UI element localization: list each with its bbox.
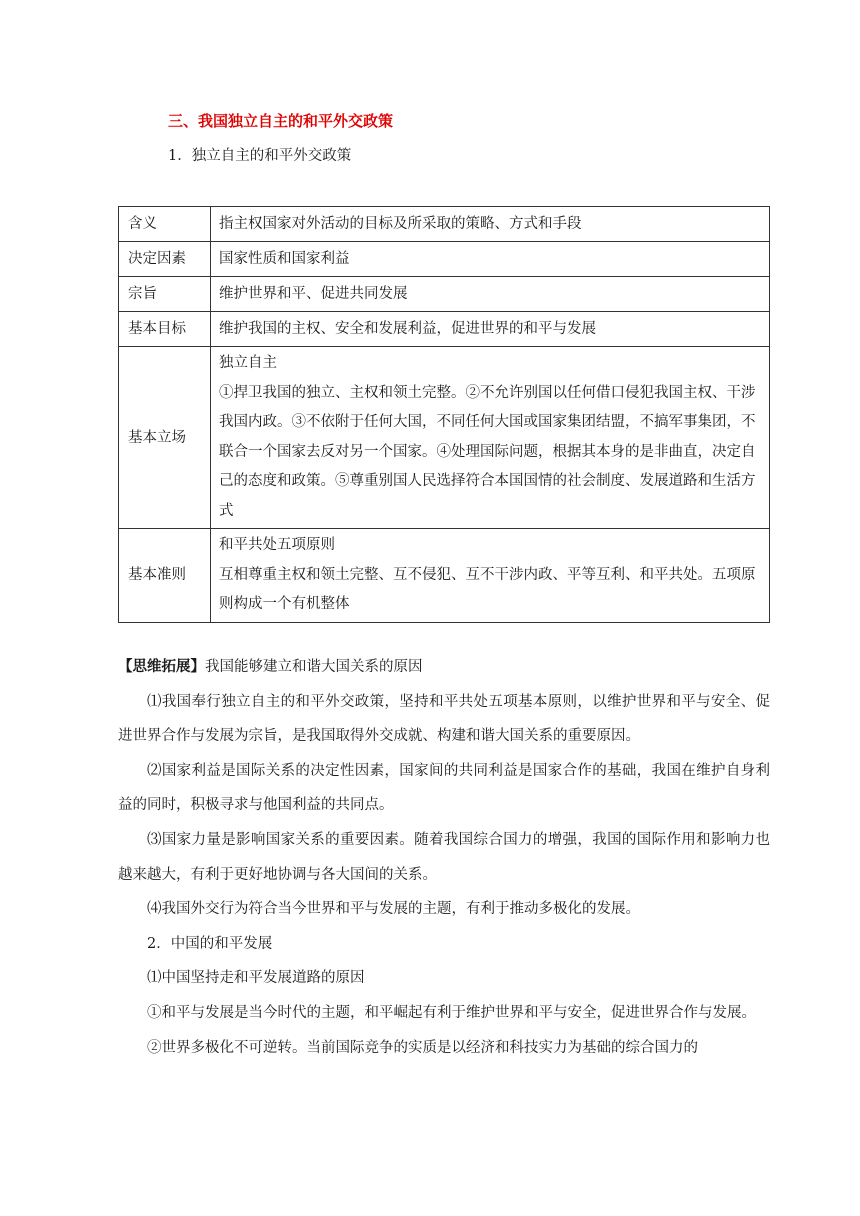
extension-title: 我国能够建立和谐大国关系的原因	[205, 659, 423, 675]
table-row	[119, 529, 770, 623]
extension-label: 【思维拓展】	[118, 658, 205, 675]
subheading-2: 2．中国的和平发展	[147, 935, 273, 952]
row-value	[211, 347, 770, 529]
row-value	[211, 529, 770, 623]
extension-heading	[118, 650, 770, 685]
reason-item: ①和平与发展是当今时代的主题，和平崛起有利于维护世界和平与安全，促进世界合作与发展。	[147, 1004, 756, 1021]
section-heading: 三、我国独立自主的和平外交政策	[168, 112, 394, 130]
row-key: 决定因素	[119, 242, 211, 277]
extension-point: ⑴我国奉行独立自主的和平外交政策，坚持和平共处五项基本原则，以维护世界和平与安全、促进世界合作与发展为宗旨，是我国取得外交成就、构建和谐大国关系的重要原因。	[118, 693, 770, 745]
row-key: 宗旨	[119, 277, 211, 312]
row-value: 维护世界和平、促进共同发展	[211, 277, 770, 312]
row-key: 基本立场	[119, 347, 211, 529]
extension-point: ⑵国家利益是国际关系的决定性因素，国家间的共同利益是国家合作的基础，我国在维护自身利益的同时，积极寻求与他国利益的共同点。	[118, 762, 770, 814]
subheading-1: 1．独立自主的和平外交政策	[168, 148, 352, 164]
reason-item: ②世界多极化不可逆转。当前国际竞争的实质是以经济和科技实力为基础的综合国力的	[147, 1039, 698, 1056]
table-row	[119, 312, 770, 347]
row-value-title: 独立自主	[219, 355, 277, 371]
row-key: 含义	[119, 207, 211, 242]
row-key: 基本目标	[119, 312, 211, 347]
table-row	[119, 242, 770, 277]
item-title: ⑴中国坚持走和平发展道路的原因	[147, 970, 365, 987]
table-row	[119, 207, 770, 242]
table-row	[119, 347, 770, 529]
extension-point: ⑶国家力量是影响国家关系的重要因素。随着我国综合国力的增强，我国的国际作用和影响力也越来越大，有利于更好地协调与各大国间的关系。	[118, 831, 770, 883]
row-value-detail: 互相尊重主权和领土完整、互不侵犯、互不干涉内政、平等互利、和平共处。五项原则构成一个有机整体	[219, 566, 756, 612]
row-value-title: 和平共处五项原则	[219, 537, 335, 553]
extension-block	[118, 650, 770, 1065]
row-value: 国家性质和国家利益	[211, 242, 770, 277]
policy-table	[118, 206, 770, 623]
row-value-detail: ①捍卫我国的独立、主权和领土完整。②不允许别国以任何借口侵犯我国主权、干涉我国内政。③不依附于任何大国，不同任何大国或国家集团结盟，不搞军事集团，不联合一个国家去反对另一个国家。④处理国际问题，根据其本身的是非曲直，决定自己的态度和政策。⑤尊重别国人民选择符合本国国情的社会制度、发展道路和生活方式	[219, 384, 756, 519]
extension-point: ⑷我国外交行为符合当今世界和平与发展的主题，有利于推动多极化的发展。	[147, 901, 640, 918]
row-key: 基本准则	[119, 529, 211, 623]
row-value: 指主权国家对外活动的目标及所采取的策略、方式和手段	[211, 207, 770, 242]
table-row	[119, 277, 770, 312]
row-value: 维护我国的主权、安全和发展利益，促进世界的和平与发展	[211, 312, 770, 347]
